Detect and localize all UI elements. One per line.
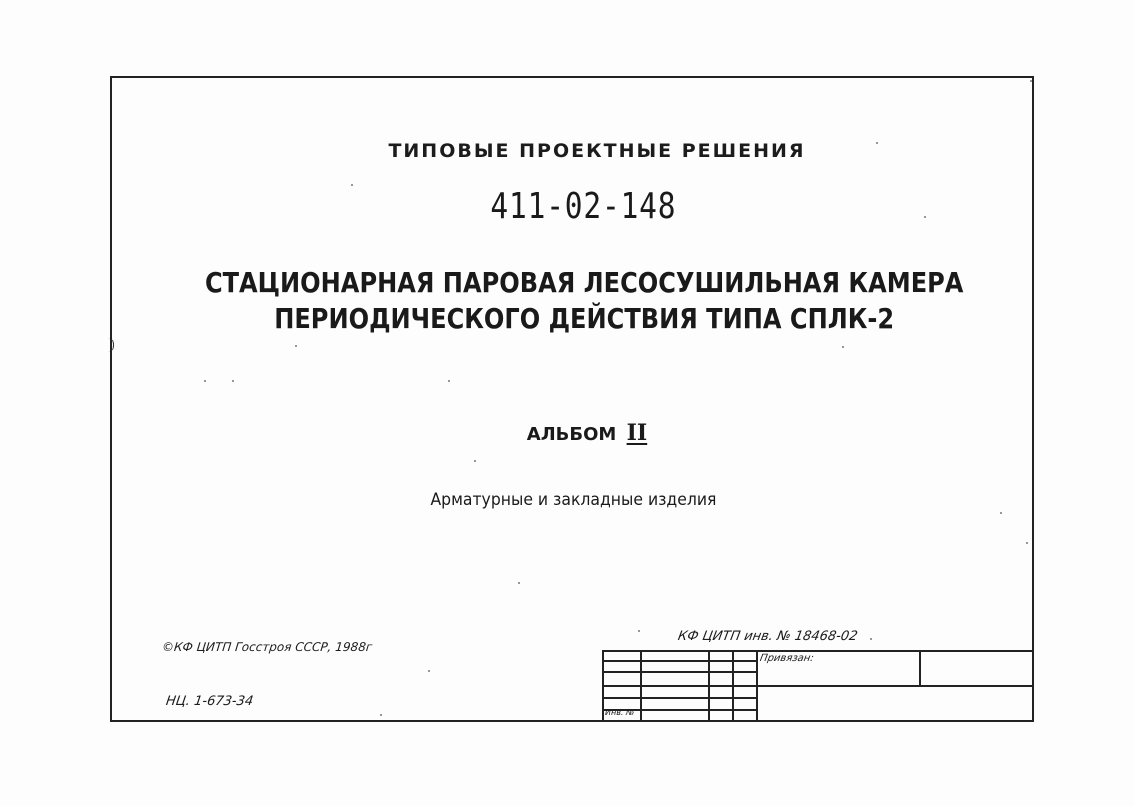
album-number: II bbox=[626, 420, 648, 446]
order-number: НЦ. 1-673-34 bbox=[164, 694, 255, 709]
copyright-note: ©КФ ЦИТП Госстроя СССР, 1988г bbox=[161, 640, 373, 654]
project-number: 411-02-148 bbox=[490, 186, 677, 227]
title-block-stamp bbox=[602, 650, 1034, 722]
stamp-inv-label: Инв. № bbox=[605, 708, 635, 717]
inventory-number: КФ ЦИТП инв. № 18468-02 bbox=[676, 629, 859, 644]
album-subtitle: Арматурные и закладные изделия bbox=[430, 490, 717, 510]
main-title bbox=[79, 265, 1054, 337]
album-label: АЛЬБОМ bbox=[526, 424, 617, 445]
main-title-line-1: СТАЦИОНАРНАЯ ПАРОВАЯ ЛЕСОСУШИЛЬНАЯ КАМЕРА bbox=[204, 266, 964, 299]
album-heading bbox=[0, 420, 1134, 446]
drawing-frame bbox=[110, 76, 1034, 722]
series-title: ТИПОВЫЕ ПРОЕКТНЫЕ РЕШЕНИЯ bbox=[388, 140, 806, 162]
main-title-line-2: ПЕРИОДИЧЕСКОГО ДЕЙСТВИЯ ТИПА СПЛК-2 bbox=[274, 302, 895, 335]
stamp-bound-label: Привязан: bbox=[759, 653, 815, 664]
